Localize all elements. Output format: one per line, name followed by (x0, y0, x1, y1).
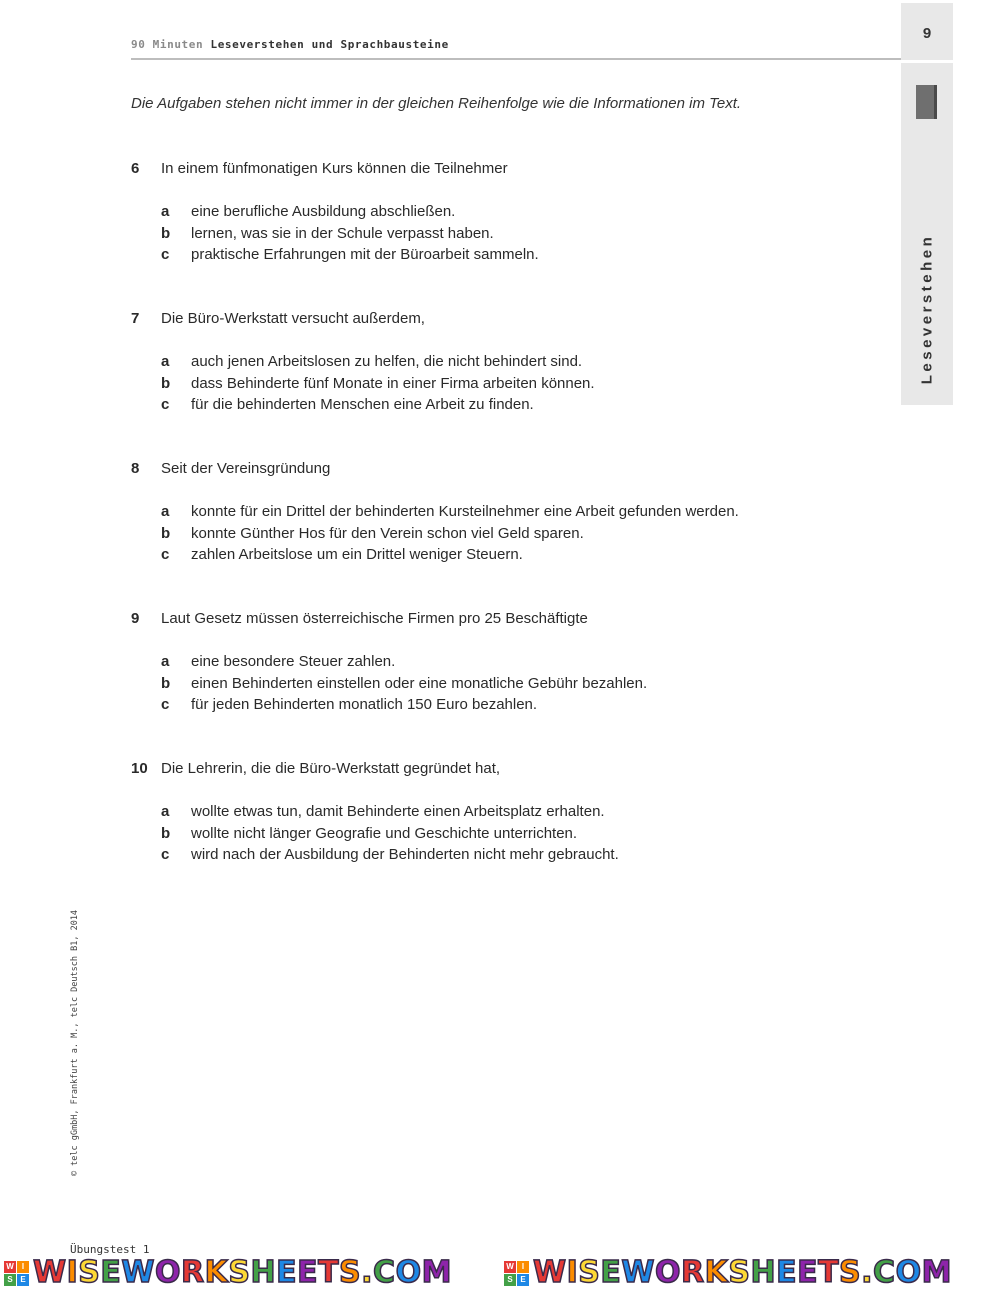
answer-options (131, 503, 831, 568)
copyright-notice: © telc gGmbH, Frankfurt a. M., telc Deutsch B1, 2014 (70, 909, 80, 1177)
logo-tile: E (517, 1274, 529, 1286)
watermark (4, 1258, 452, 1288)
question-number: 8 (131, 460, 140, 477)
answer-options (131, 203, 831, 268)
watermark-text: WISEWORKSHEETS.COM (33, 1258, 452, 1288)
answer-option-b[interactable] (131, 825, 831, 847)
question-number: 10 (131, 760, 148, 777)
question-stem (131, 310, 831, 330)
question-stem (131, 610, 831, 630)
option-text: eine besondere Steuer zahlen. (191, 653, 396, 670)
instructions: Die Aufgaben stehen nicht immer in der gleichen Reihenfolge wie die Informationen im Text. (131, 95, 742, 112)
option-letter: b (161, 524, 171, 542)
question-10 (131, 760, 831, 868)
question-stem (131, 460, 831, 480)
option-text: lernen, was sie in der Schule verpasst haben. (191, 224, 494, 242)
watermark (504, 1258, 952, 1288)
option-text: wird nach der Ausbildung der Behinderten nicht mehr gebraucht. (191, 846, 619, 863)
section-side-tab (901, 3, 953, 405)
question-text: Die Lehrerin, die die Büro-Werkstatt gegründet hat, (161, 760, 501, 777)
option-letter: b (161, 224, 171, 242)
logo-tile: I (517, 1261, 529, 1273)
option-letter: a (161, 353, 170, 370)
question-text: In einem fünfmonatigen Kurs können die Teilnehmer (161, 160, 508, 177)
logo-tile: E (17, 1274, 29, 1286)
watermark-bar (0, 1258, 1000, 1288)
running-header (131, 38, 449, 51)
section-label: Leseverstehen (918, 233, 936, 385)
page-number: 9 (922, 25, 932, 42)
option-text: konnte für ein Drittel der behinderten Kursteilnehmer eine Arbeit gefunden werden. (191, 503, 739, 520)
option-text: für die behinderten Menschen eine Arbeit zu finden. (191, 396, 534, 413)
answer-option-b[interactable] (131, 225, 831, 247)
answer-option-a[interactable] (131, 803, 831, 825)
question-7 (131, 310, 831, 418)
answer-option-a[interactable] (131, 353, 831, 375)
watermark-logo-icon (4, 1261, 29, 1286)
question-stem (131, 160, 831, 180)
option-text: wollte nicht länger Geografie und Geschichte unterrichten. (191, 824, 578, 842)
question-text: Laut Gesetz müssen österreichische Firmen pro 25 Beschäftigte (161, 610, 588, 627)
header-prefix: 90 Minuten (131, 38, 204, 51)
option-letter: c (161, 546, 170, 563)
answer-option-c[interactable] (131, 846, 831, 868)
option-letter: a (161, 203, 170, 220)
question-stem (131, 760, 831, 780)
logo-tile: W (504, 1261, 516, 1273)
option-letter: b (161, 824, 171, 842)
answer-options (131, 653, 831, 718)
answer-option-b[interactable] (131, 675, 831, 697)
question-number: 6 (131, 160, 140, 177)
option-text: wollte etwas tun, damit Behinderte einen Arbeitsplatz erhalten. (191, 803, 605, 820)
watermark-logo-icon (504, 1261, 529, 1286)
book-icon (916, 85, 937, 119)
option-letter: a (161, 503, 170, 520)
option-letter: b (161, 374, 171, 392)
answer-option-c[interactable] (131, 396, 831, 418)
option-letter: c (161, 396, 170, 413)
question-number: 9 (131, 610, 140, 627)
answer-option-b[interactable] (131, 525, 831, 547)
option-text: eine berufliche Ausbildung abschließen. (191, 203, 456, 220)
question-6 (131, 160, 831, 268)
answer-option-a[interactable] (131, 503, 831, 525)
logo-tile: I (17, 1261, 29, 1273)
question-9 (131, 610, 831, 718)
option-letter: a (161, 653, 170, 670)
logo-tile: W (4, 1261, 16, 1273)
option-text: praktische Erfahrungen mit der Büroarbeit sammeln. (191, 246, 539, 263)
option-text: konnte Günther Hos für den Verein schon viel Geld sparen. (191, 524, 584, 542)
answer-option-a[interactable] (131, 203, 831, 225)
option-text: für jeden Behinderten monatlich 150 Euro bezahlen. (191, 696, 538, 713)
question-text: Die Büro-Werkstatt versucht außerdem, (161, 310, 425, 327)
question-text: Seit der Vereinsgründung (161, 460, 331, 477)
question-8 (131, 460, 831, 568)
answer-option-c[interactable] (131, 696, 831, 718)
option-text: auch jenen Arbeitslosen zu helfen, die nicht behindert sind. (191, 353, 583, 370)
option-text: dass Behinderte fünf Monate in einer Firma arbeiten können. (191, 374, 595, 392)
question-number: 7 (131, 310, 140, 327)
header-rule (131, 58, 901, 60)
option-text: einen Behinderten einstellen oder eine monatliche Gebühr bezahlen. (191, 674, 648, 692)
logo-tile: S (4, 1274, 16, 1286)
header-title: Leseverstehen und Sprachbausteine (210, 38, 449, 51)
option-letter: a (161, 803, 170, 820)
option-letter: c (161, 246, 170, 263)
option-text: zahlen Arbeitslose um ein Drittel weniger Steuern. (191, 546, 523, 563)
answer-option-b[interactable] (131, 375, 831, 397)
footer-label: Übungstest 1 (70, 1243, 150, 1256)
answer-option-c[interactable] (131, 546, 831, 568)
answer-options (131, 353, 831, 418)
watermark-text: WISEWORKSHEETS.COM (533, 1258, 952, 1288)
answer-options (131, 803, 831, 868)
answer-option-a[interactable] (131, 653, 831, 675)
option-letter: c (161, 846, 170, 863)
side-tab-divider (901, 60, 953, 63)
option-letter: b (161, 674, 171, 692)
option-letter: c (161, 696, 170, 713)
answer-option-c[interactable] (131, 246, 831, 268)
logo-tile: S (504, 1274, 516, 1286)
